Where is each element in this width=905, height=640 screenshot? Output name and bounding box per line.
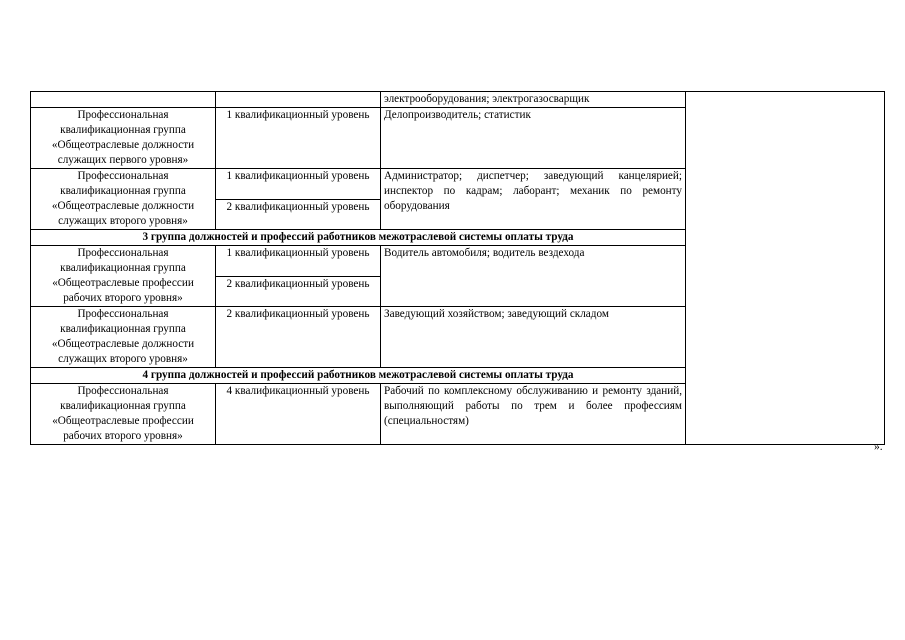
section-4-heading: 4 группа должностей и профессий работников межотраслевой системы оплаты труда [31, 368, 686, 384]
closing-quote-mark: ». [874, 441, 883, 453]
section-3-heading: 3 группа должностей и профессий работников межотраслевой системы оплаты труда [31, 230, 686, 246]
level-cell: 1 квалификационный уровень [216, 246, 381, 277]
table-row [31, 92, 885, 108]
level-cell: 2 квалификационный уровень [216, 276, 381, 307]
group-cell [31, 92, 216, 108]
group-cell: Профессиональная квалификационная группа «Общеотраслевые профессии рабочих второго уровня» [31, 384, 216, 445]
level-cell: 1 квалификационный уровень [216, 169, 381, 200]
level-cell: 4 квалификационный уровень [216, 384, 381, 445]
group-cell: Профессиональная квалификационная группа «Общеотраслевые должности служащих второго уровня» [31, 169, 216, 230]
group-cell: Профессиональная квалификационная группа «Общеотраслевые должности служащих первого уровня» [31, 108, 216, 169]
right-blank-column [686, 92, 885, 445]
level-cell: 2 квалификационный уровень [216, 199, 381, 230]
positions-cell: Водитель автомобиля; водитель вездехода [381, 246, 686, 307]
group-cell: Профессиональная квалификационная группа «Общеотраслевые должности служащих второго уровня» [31, 307, 216, 368]
group-cell: Профессиональная квалификационная группа «Общеотраслевые профессии рабочих второго уровня» [31, 246, 216, 307]
positions-cell: Администратор; диспетчер; заведующий канцелярией; инспектор по кадрам; лаборант; механик по ремонту оборудования [381, 169, 686, 230]
level-cell: 2 квалификационный уровень [216, 307, 381, 368]
level-cell [216, 92, 381, 108]
level-cell: 1 квалификационный уровень [216, 108, 381, 169]
positions-cell: Заведующий хозяйством; заведующий складом [381, 307, 686, 368]
positions-cell: Рабочий по комплексному обслуживанию и ремонту зданий, выполняющий работы по трем и более профессиям (специальностям) [381, 384, 686, 445]
pay-groups-table [30, 91, 885, 445]
positions-cell: Делопроизводитель; статистик [381, 108, 686, 169]
positions-cell: электрооборудования; электрогазосварщик [381, 92, 686, 108]
